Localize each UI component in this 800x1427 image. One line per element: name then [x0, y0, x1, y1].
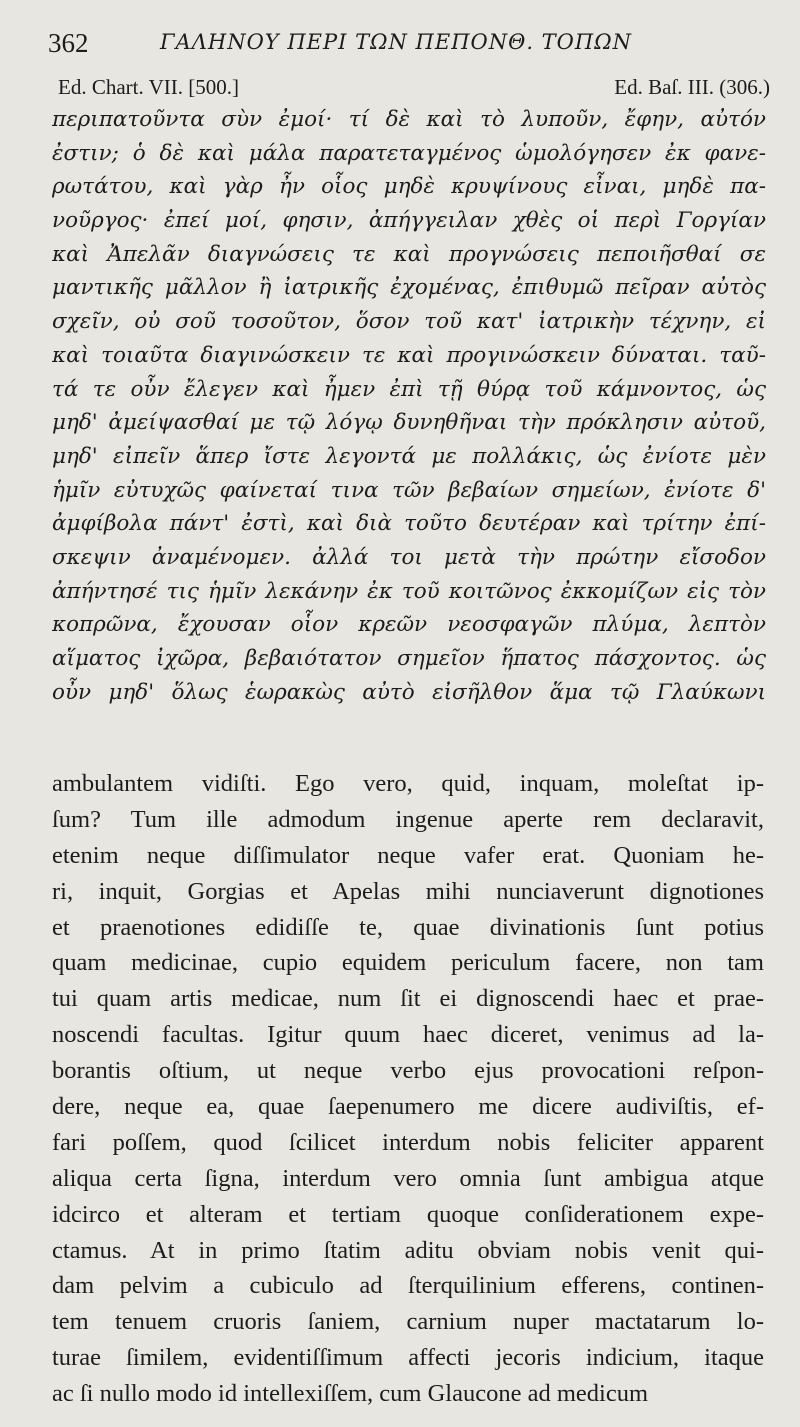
latin-line: ri, inquit, Gorgias et Apelas mihi nunciaverunt dignotiones: [52, 877, 764, 905]
latin-text-block: [52, 766, 764, 1412]
latin-line: turae ſimilem, evidentiſſimum affecti jecoris indicium, itaque: [52, 1344, 764, 1372]
greek-line: καὶ Ἀπελᾶν διαγνώσεις τε καὶ προγνώσεις πεποιῆσθαί σε: [52, 241, 766, 267]
latin-line: borantis oſtium, ut neque verbo ejus provocationi reſpon-: [52, 1057, 764, 1085]
latin-line: dam pelvim a cubiculo ad ſterquilinium efferens, continen-: [52, 1272, 764, 1300]
latin-line: quam medicinae, cupio equidem periculum facere, non tam: [52, 949, 764, 977]
greek-line: ἀμφίβολα πάντ' ἐστὶ, καὶ διὰ τοῦτο δευτέραν καὶ τρίτην ἐπί-: [52, 511, 766, 537]
edition-chartier-reference: Ed. Chart. VII. [500.]: [58, 75, 239, 99]
page-header: [48, 28, 764, 62]
latin-line: dere, neque ea, quae ſaepenumero me dicere audiviſtis, ef-: [52, 1093, 764, 1121]
greek-line: κοπρῶνα, ἔχουσαν οἷον κρεῶν νεοσφαγῶν πλύμα, λεπτὸν: [52, 612, 766, 638]
greek-line: ἡμῖν εὐτυχῶς φαίνεταί τινα τῶν βεβαίων σημείων, ἐνίοτε δ': [52, 477, 766, 503]
page-number: 362: [48, 28, 89, 58]
latin-line: noscendi facultas. Igitur quum haec diceret, venimus ad la-: [52, 1021, 764, 1049]
greek-line: μηδ' εἰπεῖν ἅπερ ἴστε λεγοντά με πολλάκις, ὡς ἐνίοτε μὲν: [52, 443, 766, 469]
greek-line: μαντικῆς μᾶλλον ἢ ἰατρικῆς ἐχομένας, ἐπιθυμῶ πεῖραν αὐτὸς: [52, 275, 766, 301]
greek-line: τά τε οὖν ἔλεγεν καὶ ἦμεν ἐπὶ τῇ θύρᾳ τοῦ κάμνοντος, ὡς: [52, 376, 766, 402]
greek-line: σκεψιν ἀναμένομεν. ἀλλά τοι μετὰ τὴν πρώτην εἴσοδον: [52, 544, 766, 570]
greek-line: ἀπήντησέ τις ἡμῖν λεκάνην ἐκ τοῦ κοιτῶνος ἐκκομίζων εἰς τὸν: [52, 578, 766, 604]
running-title: ΓΑΛΗΝΟΥ ΠΕΡΙ ΤΩΝ ΠΕΠΟΝΘ. ΤΟΠΩΝ: [160, 30, 632, 54]
latin-line: tem tenuem cruoris ſaniem, carnium nuper mactatarum lo-: [52, 1308, 764, 1336]
greek-line: ἐστιν; ὁ δὲ καὶ μάλα παρατεταγμένος ὡμολόγησεν ἐκ φανε-: [52, 140, 766, 166]
greek-line: καὶ τοιαῦτα διαγινώσκειν τε καὶ προγινώσκειν δύναται. ταῦ-: [52, 342, 766, 368]
latin-line: fari poſſem, quod ſcilicet interdum nobis feliciter apparent: [52, 1128, 764, 1156]
greek-line: μηδ' ἀμείψασθαί με τῷ λόγῳ δυνηθῆναι τὴν πρόκλησιν αὐτοῦ,: [52, 410, 766, 436]
latin-line: ctamus. At in primo ſtatim aditu obviam nobis venit qui-: [52, 1236, 764, 1264]
greek-text-block: [52, 103, 766, 709]
latin-line: ſum? Tum ille admodum ingenue aperte rem declaravit,: [52, 805, 764, 833]
latin-line: etenim neque diſſimulator neque vafer erat. Quoniam he-: [52, 841, 764, 869]
greek-line: περιπατοῦντα σὺν ἐμοί· τί δὲ καὶ τὸ λυποῦν, ἔφην, αὐτόν: [52, 107, 766, 132]
latin-line: idcirco et alteram et tertiam quoque conſiderationem expe-: [52, 1200, 764, 1228]
greek-line: αἵματος ἰχῶρα, βεβαιότατον σημεῖον ἥπατος πάσχοντος. ὡς: [52, 646, 766, 671]
greek-line: σχεῖν, οὐ σοῦ τοσοῦτον, ὅσον τοῦ κατ' ἰατρικὴν τέχνην, εἰ: [52, 309, 766, 335]
latin-line: ac ſi nullo modo id intellexiſſem, cum Glaucone ad medicum: [52, 1380, 649, 1408]
latin-line: aliqua certa ſigna, interdum vero omnia ſunt ambigua atque: [52, 1164, 764, 1192]
latin-line: ambulantem vidiſti. Ego vero, quid, inquam, moleſtat ip-: [52, 770, 764, 797]
latin-line: et praenotiones edidiſſe te, quae divinationis ſunt potius: [52, 913, 764, 941]
latin-line: tui quam artis medicae, num ſit ei dignoscendi haec et prae-: [52, 985, 764, 1013]
greek-line: οὖν μηδ' ὅλως ἑωρακὼς αὐτὸ εἰσῆλθον ἅμα τῷ Γλαύκωνι: [52, 679, 766, 705]
edition-reference-line: [58, 75, 770, 103]
greek-line: νοῦργος· ἐπεί μοί, φησιν, ἀπήγγειλαν χθὲς οἱ περὶ Γοργίαν: [52, 208, 766, 234]
greek-line: ρωτάτου, καὶ γὰρ ἦν οἷος μηδὲ κρυψίνους εἶναι, μηδὲ πα-: [52, 174, 766, 200]
edition-basel-reference: Ed. Baſ. III. (306.): [614, 75, 770, 99]
